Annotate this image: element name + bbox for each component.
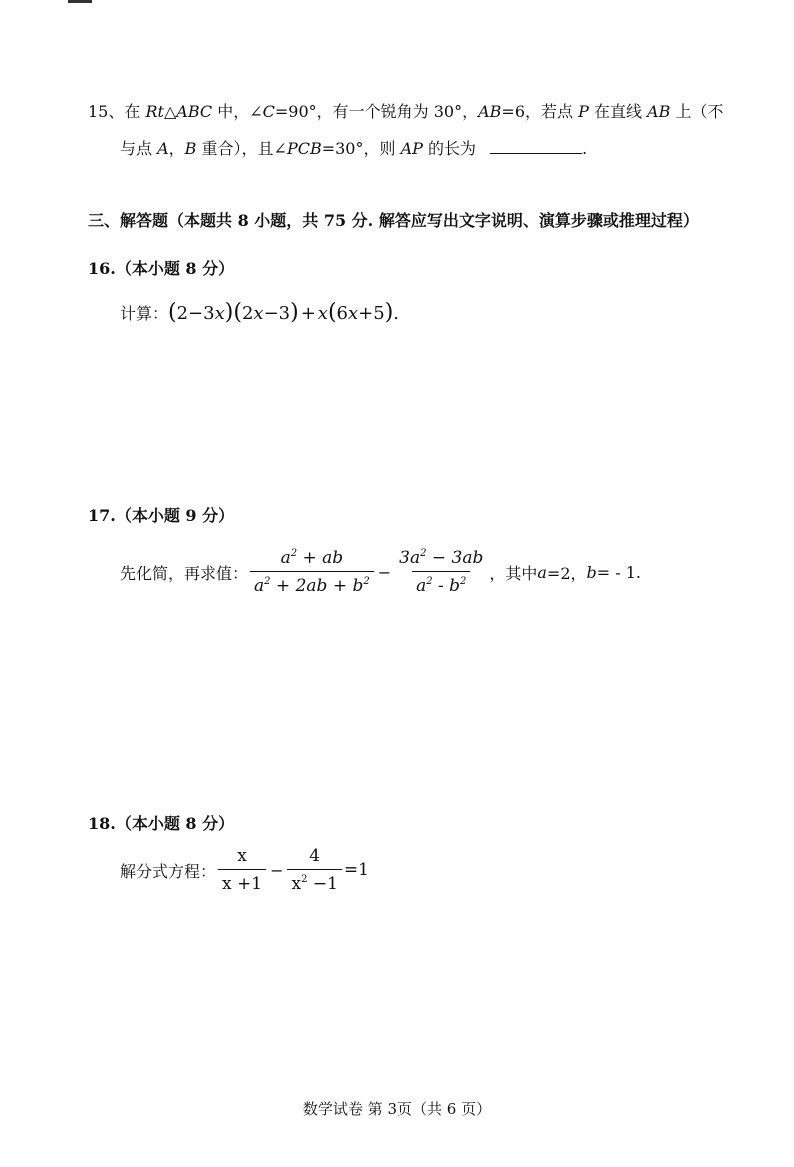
q17-b: b bbox=[586, 562, 597, 582]
q16-var: x bbox=[317, 303, 328, 324]
q16-plus: + bbox=[300, 303, 316, 324]
q15-text: =6，若点 bbox=[501, 102, 579, 121]
q18-label: 解分式方程： bbox=[120, 861, 217, 881]
question-16-header: 16.（本小题 8 分） bbox=[88, 259, 235, 278]
minus-sign: − bbox=[377, 562, 392, 582]
equals-one: =1 bbox=[343, 860, 369, 880]
q15-b: B bbox=[184, 139, 197, 158]
question-15-number: 15、 bbox=[88, 102, 125, 121]
q16-term: 6 bbox=[336, 303, 348, 324]
paren: ( bbox=[168, 300, 177, 325]
question-17-expression bbox=[120, 548, 641, 596]
paren: ) bbox=[384, 300, 394, 325]
q16-term: +5 bbox=[358, 303, 385, 324]
fraction-2-denominator: $x^2 -1$ bbox=[287, 869, 341, 894]
q17-a: a bbox=[537, 562, 547, 582]
fraction-1-denominator: x +1 bbox=[218, 869, 266, 894]
q15-text: 中，∠ bbox=[212, 102, 263, 121]
q15-text: 在直线 bbox=[588, 102, 648, 121]
question-16-expression bbox=[120, 300, 399, 325]
answer-blank[interactable] bbox=[490, 141, 582, 154]
q17-condition: =2， bbox=[546, 563, 587, 583]
q15-text: 与点 bbox=[120, 139, 158, 158]
q16-var: x bbox=[348, 303, 359, 324]
question-18-header: 18.（本小题 8 分） bbox=[88, 814, 235, 833]
q16-var: x bbox=[253, 303, 264, 324]
q15-text: 在 bbox=[124, 102, 146, 121]
q15-a: A bbox=[157, 139, 169, 158]
page-footer: 数学试卷 第 3页（共 6 页） bbox=[302, 1100, 492, 1118]
fraction-1 bbox=[218, 846, 266, 894]
q15-text: =90°，有一个锐角为 30°， bbox=[274, 102, 479, 121]
paren: ( bbox=[327, 300, 337, 325]
q15-period: . bbox=[581, 139, 588, 158]
q15-ap: AP bbox=[400, 139, 423, 158]
q15-text: 重合），且∠ bbox=[196, 139, 287, 158]
fraction-1-denominator: $a^2 + 2ab + b^2$ bbox=[250, 571, 374, 596]
section-3-heading: 三、解答题（本题共 8 小题，共 75 分. 解答应写出文字说明、演算步骤或推理过程） bbox=[88, 211, 699, 230]
fraction-2-numerator: 4 bbox=[309, 846, 321, 866]
minus-sign: − bbox=[270, 860, 284, 880]
paren: ( bbox=[233, 300, 242, 325]
fraction-1-numerator: x bbox=[237, 846, 247, 866]
q15-rt: Rt bbox=[145, 102, 164, 121]
q15-text: =30°，则 bbox=[321, 139, 401, 158]
q16-label: 计算： bbox=[120, 304, 169, 323]
question-17-header: 17.（本小题 9 分） bbox=[88, 506, 235, 525]
paren: ) bbox=[224, 300, 234, 325]
scan-mark bbox=[68, 0, 92, 3]
fraction-1-numerator: $a^2$ + ab bbox=[280, 548, 344, 568]
question-18-equation bbox=[120, 846, 369, 894]
q15-abc: ABC bbox=[176, 102, 213, 121]
fraction-2 bbox=[395, 548, 487, 596]
q15-c: C bbox=[262, 102, 275, 121]
q17-condition: ，其中 bbox=[489, 563, 538, 583]
q15-text: 的长为 bbox=[422, 139, 476, 158]
q16-var: x bbox=[214, 303, 225, 324]
q16-term: −3 bbox=[263, 303, 291, 324]
q16-term: 2−3 bbox=[176, 303, 215, 324]
q15-text: 上（不 bbox=[670, 102, 724, 121]
q17-label: 先化简，再求值： bbox=[120, 563, 249, 583]
q15-ab: AB bbox=[478, 102, 502, 121]
q15-pcb: PCB bbox=[286, 139, 322, 158]
question-15-line-1 bbox=[88, 104, 723, 120]
fraction-2 bbox=[287, 846, 341, 894]
q15-p: P bbox=[578, 102, 589, 121]
q15-ab: AB bbox=[647, 102, 671, 121]
q17-condition: = - 1. bbox=[596, 562, 642, 582]
paren: ) bbox=[290, 300, 299, 325]
q16-term: 2 bbox=[241, 303, 254, 324]
fraction-2-denominator: $a^2 - b^2$ bbox=[412, 571, 470, 596]
q15-triangle-symbol: △ bbox=[163, 102, 177, 121]
q16-period: . bbox=[393, 303, 400, 324]
fraction-1 bbox=[250, 548, 374, 596]
question-15-line-2 bbox=[120, 141, 587, 157]
fraction-2-numerator: $3a^2 - 3ab$ bbox=[399, 548, 484, 568]
q15-text: ， bbox=[168, 139, 185, 158]
